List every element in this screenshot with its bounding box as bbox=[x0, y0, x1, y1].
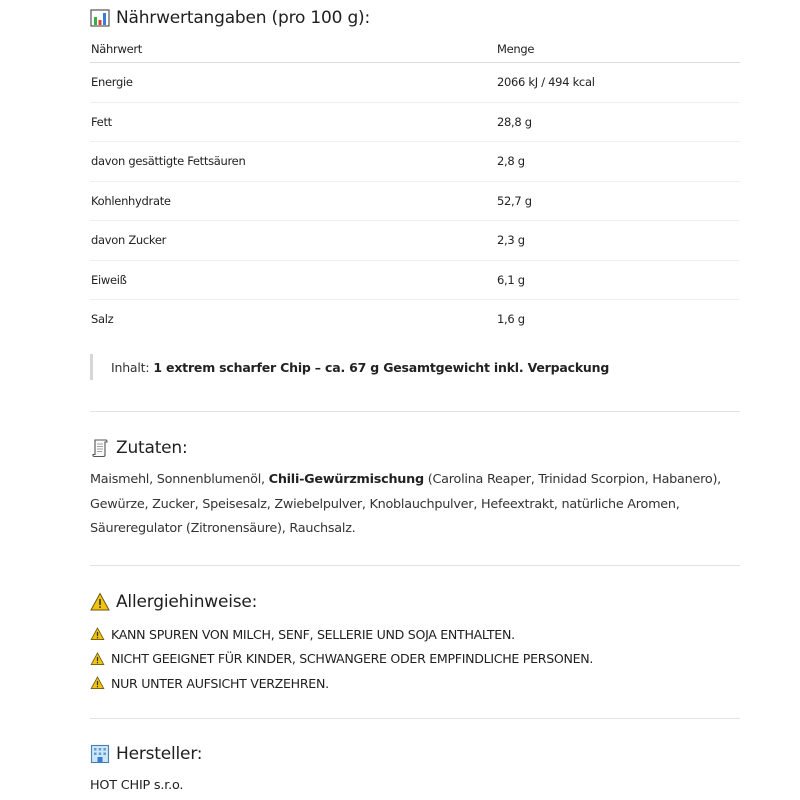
allergy-item bbox=[90, 647, 593, 672]
divider bbox=[90, 411, 740, 412]
table-row bbox=[90, 142, 740, 182]
nutrient-value: 1,6 g bbox=[497, 312, 525, 327]
table-row bbox=[90, 181, 740, 221]
table-row bbox=[90, 221, 740, 261]
warning-icon bbox=[90, 652, 105, 666]
nutrient-value: 2066 kJ / 494 kcal bbox=[496, 63, 740, 103]
nutrition-table bbox=[90, 36, 740, 339]
scroll-icon bbox=[90, 438, 110, 458]
nutrient-value: 6,1 g bbox=[496, 260, 740, 300]
manufacturer-name: HOT CHIP s.r.o. bbox=[90, 778, 184, 793]
nutrient-value: 2,3 g bbox=[496, 221, 740, 261]
ingredients-part-2: (Carolina Reaper, Trinidad Scorpion, Habanero), Gewürze, Zucker, Speisesalz, Zwiebelpulver, Knoblauchpulver, Hefeextrakt, natürliche Aromen, Säureregulator (Zitronensäure), Rauchsalz. bbox=[90, 472, 721, 536]
column-header-nutrient: Nährwert bbox=[90, 36, 496, 63]
allergy-item bbox=[90, 622, 593, 647]
table-row bbox=[90, 63, 740, 103]
ingredients-heading bbox=[90, 438, 188, 458]
allergy-text: KANN SPUREN VON MILCH, SENF, SELLERIE UND SOJA ENTHALTEN. bbox=[111, 626, 515, 642]
factory-icon bbox=[90, 744, 110, 764]
divider bbox=[90, 565, 740, 566]
nutrient-name: Salz bbox=[91, 312, 114, 327]
nutrition-title: Nährwertangaben (pro 100 g): bbox=[116, 8, 370, 28]
allergy-text: NICHT GEEIGNET FÜR KINDER, SCHWANGERE ODER EMPFINDLICHE PERSONEN. bbox=[111, 651, 594, 667]
content-note-label: Inhalt: bbox=[111, 359, 150, 375]
ingredients-highlight: Chili-Gewürzmischung bbox=[268, 472, 424, 487]
nutrient-value: 52,7 g bbox=[496, 181, 740, 221]
ingredients-text bbox=[90, 468, 730, 542]
table-header-row bbox=[90, 36, 740, 63]
manufacturer-heading bbox=[90, 744, 202, 764]
manufacturer-title: Hersteller: bbox=[116, 744, 203, 764]
nutrient-name: Fett bbox=[90, 102, 496, 142]
nutrient-name: davon gesättigte Fettsäuren bbox=[90, 142, 496, 182]
nutrient-name: Kohlenhydrate bbox=[90, 181, 496, 221]
nutrient-value: 28,8 g bbox=[496, 102, 740, 142]
nutrient-name: Energie bbox=[90, 63, 496, 103]
warning-icon bbox=[90, 676, 105, 690]
nutrient-value: 2,8 g bbox=[496, 142, 740, 182]
divider bbox=[90, 718, 740, 719]
content-note-text: 1 extrem scharfer Chip – ca. 67 g Gesamtgewicht inkl. Verpackung bbox=[153, 359, 610, 375]
table-row bbox=[90, 102, 740, 142]
table-row bbox=[90, 260, 740, 300]
column-header-amount: Menge bbox=[496, 36, 740, 63]
table-row bbox=[90, 300, 740, 339]
bar-chart-icon bbox=[90, 8, 110, 28]
ingredients-part-1: Maismehl, Sonnenblumenöl, bbox=[90, 472, 269, 487]
warning-icon bbox=[90, 627, 105, 641]
allergy-text: NUR UNTER AUFSICHT VERZEHREN. bbox=[111, 675, 329, 691]
ingredients-title: Zutaten: bbox=[116, 438, 188, 458]
warning-icon bbox=[90, 592, 110, 612]
content-note bbox=[90, 354, 609, 380]
allergy-title: Allergiehinweise: bbox=[116, 592, 258, 612]
nutrition-heading bbox=[90, 8, 370, 28]
allergy-item bbox=[90, 671, 593, 696]
allergy-list bbox=[90, 622, 593, 696]
nutrient-name: davon Zucker bbox=[90, 221, 496, 261]
allergy-heading bbox=[90, 592, 257, 612]
nutrient-name: Eiweiß bbox=[90, 260, 496, 300]
